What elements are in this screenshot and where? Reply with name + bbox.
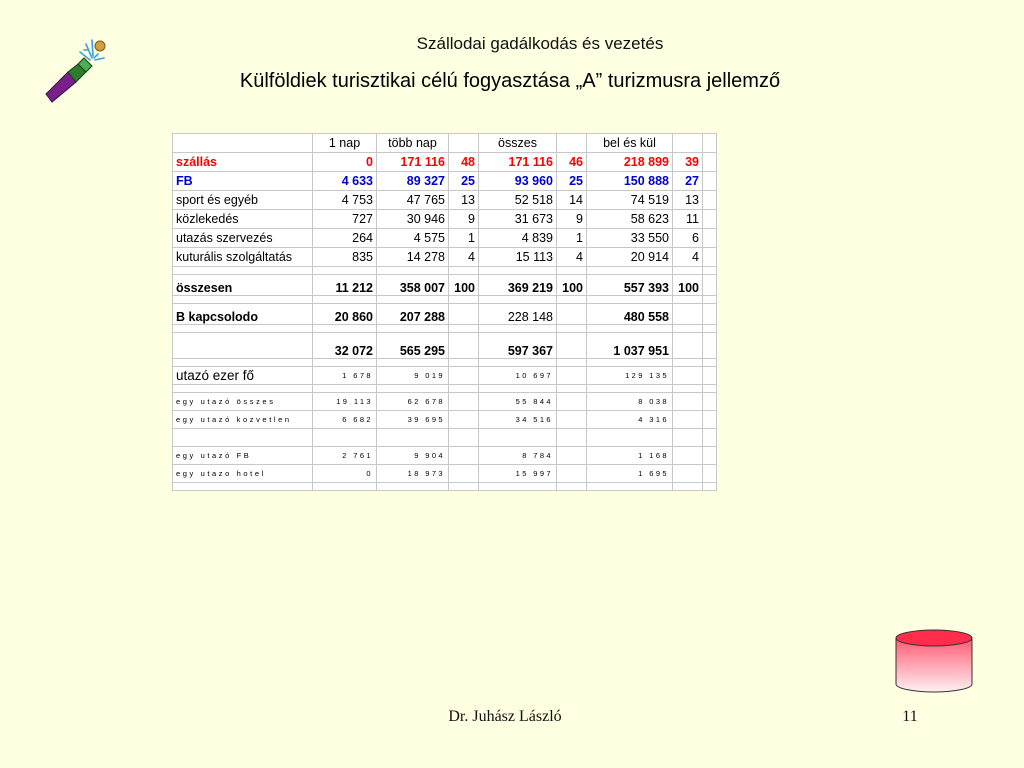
table-cell: 218 899 (587, 153, 673, 172)
table-cell: 727 (313, 210, 377, 229)
table-cell: 9 (449, 210, 479, 229)
table-cell: 14 (557, 191, 587, 210)
table-cell: 8 038 (587, 393, 673, 411)
page-title: Külföldiek turisztikai célú fogyasztása „A” turizmusra jellemző (239, 70, 781, 92)
table-cell: 9 019 (377, 367, 449, 385)
table-cell (703, 153, 717, 172)
table-cell: 11 (673, 210, 703, 229)
row-label: összesen (173, 275, 313, 296)
row-label: sport és egyéb (173, 191, 313, 210)
table-cell: 565 295 (377, 333, 449, 359)
table-header-cell (673, 134, 703, 153)
table-header-cell: több nap (377, 134, 449, 153)
table-cell: 52 518 (479, 191, 557, 210)
table-cell: 14 278 (377, 248, 449, 267)
table-cell: 4 (673, 248, 703, 267)
table-cell (703, 465, 717, 483)
table-cell: 31 673 (479, 210, 557, 229)
table-cell: 129 135 (587, 367, 673, 385)
table-cell (449, 393, 479, 411)
table-cell (703, 172, 717, 191)
table-cell: 100 (449, 275, 479, 296)
table-cell: 1 695 (587, 465, 673, 483)
table-cell: 8 784 (479, 447, 557, 465)
table-cell (557, 304, 587, 325)
table-cell: 9 904 (377, 447, 449, 465)
table-cell (449, 333, 479, 359)
spacer-row (173, 359, 717, 367)
table-cell: 1 037 951 (587, 333, 673, 359)
spacer-row (173, 296, 717, 304)
table-cell: 13 (449, 191, 479, 210)
presentation-subtitle: Szállodai gadálkodás és vezetés (416, 34, 664, 53)
table-header-cell (703, 134, 717, 153)
table-cell: 89 327 (377, 172, 449, 191)
row-label: egy utazó összes (173, 393, 313, 411)
consumption-table (172, 133, 717, 491)
table-row-utazas (173, 229, 717, 248)
table-row-kozlekedes (173, 210, 717, 229)
table-cell: 6 682 (313, 411, 377, 429)
cylinder-icon (894, 628, 974, 694)
table-cell (449, 304, 479, 325)
table-cell: 171 116 (479, 153, 557, 172)
table-cell: 100 (673, 275, 703, 296)
table-cell: 74 519 (587, 191, 673, 210)
table-header-cell: bel és kül (587, 134, 673, 153)
table-row-szallas (173, 153, 717, 172)
table-cell: 150 888 (587, 172, 673, 191)
table-cell (673, 447, 703, 465)
table-cell: 20 860 (313, 304, 377, 325)
table-header-cell: 1 nap (313, 134, 377, 153)
table-cell: 4 839 (479, 229, 557, 248)
table-cell: 55 844 (479, 393, 557, 411)
table-cell: 1 678 (313, 367, 377, 385)
table-cell: 0 (313, 153, 377, 172)
table-cell (703, 367, 717, 385)
spacer-row (173, 429, 717, 447)
row-label: B kapcsolodo (173, 304, 313, 325)
table-cell (557, 447, 587, 465)
table-cell: 48 (449, 153, 479, 172)
table-row-fb (173, 172, 717, 191)
row-label: egy utazó kozvetlen (173, 411, 313, 429)
table-row-egy-utazo-kozvetlen (173, 411, 717, 429)
table-cell (449, 447, 479, 465)
table-cell: 20 914 (587, 248, 673, 267)
table-row-osszesen (173, 275, 717, 296)
table-header-cell (173, 134, 313, 153)
row-label: egy utazo hotel (173, 465, 313, 483)
table-cell: 1 (557, 229, 587, 248)
table-cell: 13 (673, 191, 703, 210)
table-row-kulturalis (173, 248, 717, 267)
table-cell (703, 447, 717, 465)
table-row-b-kapcsolodo (173, 304, 717, 325)
table-cell: 6 (673, 229, 703, 248)
page-number: 11 (902, 708, 918, 725)
row-label: kuturális szolgáltatás (173, 248, 313, 267)
table-row-utazo-ezer-fo (173, 367, 717, 385)
table-cell (557, 333, 587, 359)
table-cell: 46 (557, 153, 587, 172)
table-cell: 34 516 (479, 411, 557, 429)
table-cell (703, 304, 717, 325)
row-label: közlekedés (173, 210, 313, 229)
table-cell (557, 411, 587, 429)
table-cell (673, 465, 703, 483)
table-cell: 4 316 (587, 411, 673, 429)
row-label: egy utazó FB (173, 447, 313, 465)
table-cell: 19 113 (313, 393, 377, 411)
table-cell: 47 765 (377, 191, 449, 210)
table-cell: 11 212 (313, 275, 377, 296)
table-cell: 207 288 (377, 304, 449, 325)
table-cell: 835 (313, 248, 377, 267)
spacer-row (173, 483, 717, 491)
row-label: FB (173, 172, 313, 191)
table-cell (703, 210, 717, 229)
table-cell: 15 113 (479, 248, 557, 267)
table-cell (703, 229, 717, 248)
table-header-cell (449, 134, 479, 153)
table-cell (449, 411, 479, 429)
table-cell: 4 575 (377, 229, 449, 248)
table-cell (703, 248, 717, 267)
row-label: utazás szervezés (173, 229, 313, 248)
table-cell (673, 411, 703, 429)
table-cell: 4 (557, 248, 587, 267)
table-cell: 100 (557, 275, 587, 296)
table-cell (673, 367, 703, 385)
spacer-row (173, 325, 717, 333)
table-cell: 4 633 (313, 172, 377, 191)
table-cell: 25 (449, 172, 479, 191)
table-cell (557, 465, 587, 483)
table-cell (673, 393, 703, 411)
table-cell (703, 411, 717, 429)
table-cell: 1 (449, 229, 479, 248)
table-cell: 30 946 (377, 210, 449, 229)
table-cell: 25 (557, 172, 587, 191)
table-cell: 18 973 (377, 465, 449, 483)
table-cell: 32 072 (313, 333, 377, 359)
table-cell: 10 697 (479, 367, 557, 385)
table-cell: 27 (673, 172, 703, 191)
table-cell (703, 393, 717, 411)
row-label (173, 333, 313, 359)
table-cell: 15 997 (479, 465, 557, 483)
champagne-bottle-icon (40, 36, 118, 104)
table-row-grand-total (173, 333, 717, 359)
table-cell: 4 753 (313, 191, 377, 210)
row-label: szállás (173, 153, 313, 172)
table-cell: 93 960 (479, 172, 557, 191)
table-cell (703, 191, 717, 210)
table-cell: 597 367 (479, 333, 557, 359)
table-cell: 369 219 (479, 275, 557, 296)
table-cell (673, 333, 703, 359)
table-cell (557, 393, 587, 411)
footer-author: Dr. Juhász László (448, 708, 562, 725)
table-cell (673, 304, 703, 325)
table-cell: 33 550 (587, 229, 673, 248)
table-header-cell: összes (479, 134, 557, 153)
table-header-row (173, 134, 717, 153)
table-cell: 39 695 (377, 411, 449, 429)
table-cell: 2 761 (313, 447, 377, 465)
table-row-egy-utazo-fb (173, 447, 717, 465)
table-cell: 557 393 (587, 275, 673, 296)
table-cell: 62 678 (377, 393, 449, 411)
table-cell: 0 (313, 465, 377, 483)
table-row-egy-utazo-hotel (173, 465, 717, 483)
table-cell: 358 007 (377, 275, 449, 296)
table-cell: 228 148 (479, 304, 557, 325)
row-label: utazó ezer fő (173, 367, 313, 385)
table-cell (449, 367, 479, 385)
table-row-egy-utazo-osszes (173, 393, 717, 411)
spacer-row (173, 267, 717, 275)
spacer-row (173, 385, 717, 393)
table-cell: 4 (449, 248, 479, 267)
table-cell: 264 (313, 229, 377, 248)
table-cell: 58 623 (587, 210, 673, 229)
table-cell: 171 116 (377, 153, 449, 172)
table-cell: 480 558 (587, 304, 673, 325)
table-row-sport (173, 191, 717, 210)
table-cell (557, 367, 587, 385)
table-cell (703, 275, 717, 296)
table-cell: 1 168 (587, 447, 673, 465)
table-cell (703, 333, 717, 359)
table-cell (449, 465, 479, 483)
table-cell: 9 (557, 210, 587, 229)
table-header-cell (557, 134, 587, 153)
table-cell: 39 (673, 153, 703, 172)
